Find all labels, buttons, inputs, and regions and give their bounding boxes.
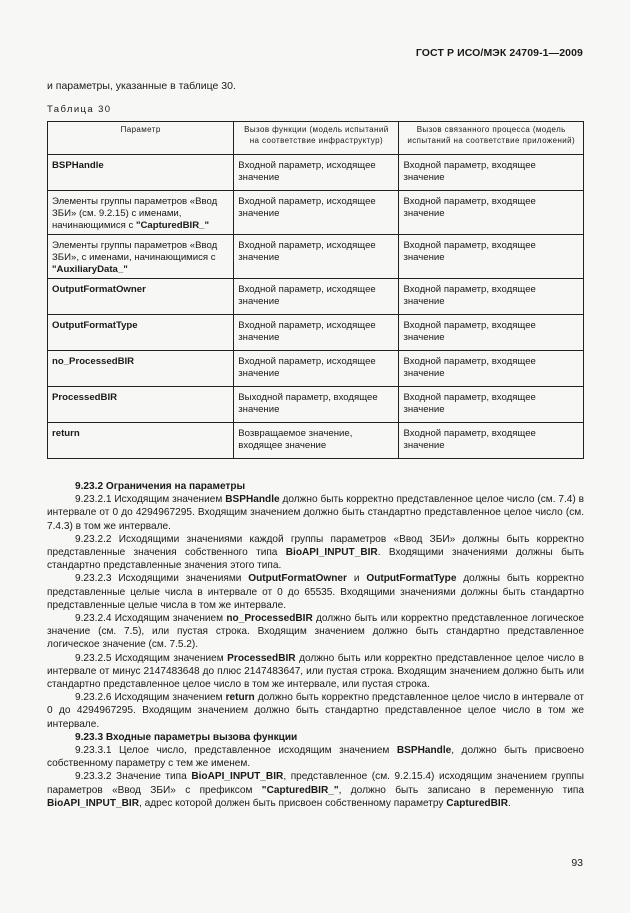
identifier: BioAPI_INPUT_BIR	[191, 771, 284, 783]
text-run: должно быть или корректно представленное логическое значение (см. 7.5), или пустая строка. Входящим значением должно быть стандартно представленное логическое значение (см. 7.5.2).	[47, 613, 585, 651]
intro-text: и параметры, указанные в таблице 30.	[47, 80, 236, 92]
cell-function-call: Входной параметр, исходящее значение	[234, 155, 399, 191]
table-header-row	[48, 122, 584, 155]
parameter-name: "AuxiliaryData_"	[52, 264, 128, 275]
cell-parameter	[48, 351, 234, 387]
cell-parameter	[48, 191, 234, 235]
paragraph	[47, 572, 584, 612]
cell-function-call: Входной параметр, исходящее значение	[234, 235, 399, 279]
identifier: OutputFormatOwner	[248, 573, 347, 585]
text-run: 9.23.3 Входные параметры вызова функции	[75, 731, 298, 743]
table-row	[48, 279, 584, 315]
text-run: и	[346, 573, 367, 585]
text-run: , должно быть присвоено собственному параметру с тем же именем.	[47, 745, 584, 770]
cell-function-call: Входной параметр, исходящее значение	[234, 315, 399, 351]
identifier: return	[225, 692, 255, 704]
parameter-name: "CapturedBIR_"	[135, 220, 210, 231]
identifier: BSPHandle	[225, 494, 280, 506]
cell-function-call: Входной параметр, исходящее значение	[234, 351, 399, 387]
paragraph	[47, 691, 584, 731]
table-row	[48, 423, 584, 459]
header-callback: Вызов связанного процесса (модель испытаний на соответствие приложений)	[399, 122, 584, 155]
text-run: , представленное (см. 9.2.15.4) исходящим значением группы параметров «Ввод ЗБИ» с префиксом	[47, 771, 585, 796]
body-text	[47, 480, 584, 810]
cell-parameter	[48, 279, 234, 315]
section-heading	[47, 480, 584, 493]
table-row	[48, 235, 584, 279]
cell-callback: Входной параметр, входящее значение	[399, 387, 584, 423]
identifier: BioAPI_INPUT_BIR	[285, 547, 378, 559]
paragraph	[47, 533, 584, 573]
document-code: ГОСТ Р ИСО/МЭК 24709-1—2009	[415, 47, 583, 59]
parameter-description: Элементы группы параметров «Ввод ЗБИ», с именами, начинающимися с	[52, 240, 218, 263]
text-run: 9.23.2.6 Исходящим значением	[75, 692, 226, 704]
text-run: 9.23.2.1 Исходящим значением	[75, 494, 226, 506]
parameter-name: OutputFormatOwner	[52, 284, 146, 295]
parameter-name: ProcessedBIR	[52, 392, 118, 403]
header-parameter: Параметр	[48, 122, 234, 155]
paragraph	[47, 612, 584, 652]
text-run: . Входящими значениями должны быть стандартно представленные значения этого типа.	[47, 547, 584, 572]
cell-parameter	[48, 155, 234, 191]
cell-callback: Входной параметр, входящее значение	[399, 315, 584, 351]
identifier: ProcessedBIR	[227, 652, 296, 664]
header-function-call: Вызов функции (модель испытаний на соответствие инфраструктур)	[234, 122, 399, 155]
cell-callback: Входной параметр, входящее значение	[399, 279, 584, 315]
text-run: должно быть корректно представленное целое число (см. 7.4) в интервале от 0 до 4294967295. Входящим значением должно быть стандартно представленное целое число (см. 7.4.3) в том же интервале.	[47, 494, 585, 532]
text-run: 9.23.2.2 Исходящими значениями каждой группы параметров «Ввод ЗБИ» должны быть корректно представленные значения собственного типа	[47, 533, 584, 559]
cell-callback: Входной параметр, входящее значение	[399, 423, 584, 459]
cell-parameter	[48, 315, 234, 351]
page-number: 93	[571, 857, 583, 869]
identifier: BioAPI_INPUT_BIR	[47, 797, 139, 809]
parameter-name: no_ProcessedBIR	[52, 356, 135, 367]
parameter-description: Элементы группы параметров «Ввод ЗБИ» (см. 9.2.15) с именами, начинающимися с	[52, 196, 218, 231]
text-run: 9.23.2.5 Исходящим значением	[75, 652, 228, 664]
identifier: CapturedBIR	[446, 797, 508, 809]
table-row	[48, 191, 584, 235]
text-run: 9.23.2.3 Исходящими значениями	[75, 573, 249, 585]
cell-function-call: Входной параметр, исходящее значение	[234, 191, 399, 235]
cell-callback: Входной параметр, входящее значение	[399, 351, 584, 387]
table-row	[48, 155, 584, 191]
cell-callback: Входной параметр, входящее значение	[399, 235, 584, 279]
cell-callback: Входной параметр, входящее значение	[399, 191, 584, 235]
identifier: BSPHandle	[396, 745, 452, 757]
paragraph	[47, 493, 584, 533]
parameter-name: OutputFormatType	[52, 320, 138, 331]
cell-function-call: Входной параметр, исходящее значение	[234, 279, 399, 315]
table-row	[48, 315, 584, 351]
text-run: .	[507, 797, 511, 809]
cell-function-call: Выходной параметр, входящее значение	[234, 387, 399, 423]
text-run: , должно быть записано в переменную типа	[338, 784, 584, 796]
table-body	[48, 155, 584, 459]
identifier: OutputFormatType	[366, 573, 457, 585]
cell-parameter	[48, 235, 234, 279]
text-run: 9.23.2 Ограничения на параметры	[75, 481, 246, 492]
paragraph	[47, 744, 584, 770]
identifier: "CapturedBIR_"	[261, 784, 339, 796]
section-heading	[47, 731, 584, 744]
text-run: , адрес которой должен быть присвоен собственному параметру	[138, 797, 447, 809]
cell-function-call: Возвращаемое значение, входящее значение	[234, 423, 399, 459]
parameters-table	[47, 121, 584, 459]
text-run: должно быть или корректно представленное целое число в интервале от минус 2147483648 до плюс 2147483647, или пустая строка. Входящим значением должно быть или стандартно представленное целое число в том же интервале, или пустая строка.	[47, 652, 584, 691]
paragraph	[47, 652, 584, 692]
cell-parameter	[48, 423, 234, 459]
paragraph	[47, 770, 584, 810]
parameter-name: BSPHandle	[52, 160, 104, 171]
cell-callback: Входной параметр, входящее значение	[399, 155, 584, 191]
text-run: 9.23.2.4 Исходящим значением	[75, 613, 227, 625]
identifier: no_ProcessedBIR	[226, 613, 313, 625]
text-run: должны быть корректно представленные целые числа в интервале от 0 до 65535. Входящими значениями должны быть стандартно представленные целые числа в том же интервале.	[47, 573, 584, 611]
table-caption: Таблица 30	[47, 104, 112, 115]
parameter-name: return	[52, 428, 80, 439]
text-run: 9.23.3.2 Значение типа	[75, 771, 192, 783]
text-run: 9.23.3.1 Целое число, представленное исходящим значением	[75, 745, 397, 757]
table-row	[48, 351, 584, 387]
text-run: должно быть корректно представленное целое число в интервале от 0 до 4294967295. Входящим значением должно быть стандартно представленное целое число в том же интервале.	[47, 692, 584, 730]
cell-parameter	[48, 387, 234, 423]
table-row	[48, 387, 584, 423]
